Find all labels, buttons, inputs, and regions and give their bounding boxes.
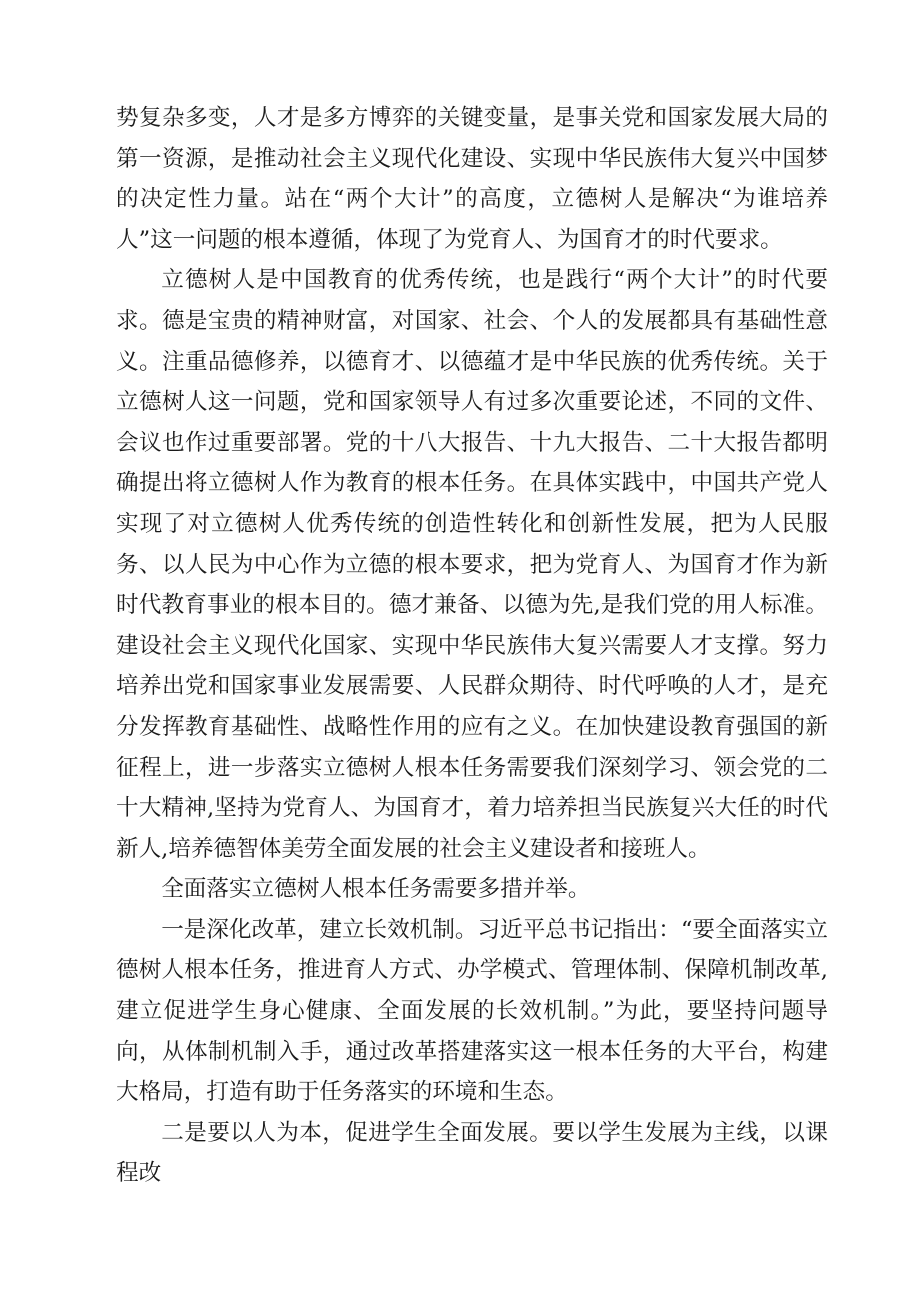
paragraph-4: 一是深化改革，建立长效机制。习近平总书记指出：“要全面落实立德树人根本任务，推进育人方式、办学模式、管理体制、保障机制改革,建立促进学生身心健康、全面发展的长效机制。”为此，要坚持问题导向，从体制机制入手，通过改革搭建落实这一根本任务的大平台，构建大格局，打造有助于任务落实的环境和生态。 <box>116 916 828 1106</box>
paragraph-2: 立德树人是中国教育的优秀传统，也是践行“两个大计”的时代要求。德是宝贵的精神财富，对国家、社会、个人的发展都具有基础性意义。注重品德修养，以德育才、以德蕴才是中华民族的优秀传统。关于立德树人这一问题，党和国家领导人有过多次重要论述，不同的文件、会议也作过重要部署。党的十八大报告、十九大报告、二十大报告都明确提出将立德树人作为教育的根本任务。在具体实践中，中国共产党人实现了对立德树人优秀传统的创造性转化和创新性发展，把为人民服务、以人民为中心作为立德的根本要求，把为党育人、为国育才作为新时代教育事业的根本目的。德才兼备、以德为先,是我们党的用人标准。建设社会主义现代化国家、实现中华民族伟大复兴需要人才支撑。努力培养出党和国家事业发展需要、人民群众期待、时代呼唤的人才，是充分发挥教育基础性、战略性作用的应有之义。在加快建设教育强国的新征程上，进一步落实立德树人根本任务需要我们深刻学习、领会党的二十大精神,坚持为党育人、为国育才，着力培养担当民族复兴大任的时代新人,培养德智体美劳全面发展的社会主义建设者和接班人。 <box>116 267 828 862</box>
paragraph-3: 全面落实立德树人根本任务需要多措并举。 <box>161 876 591 903</box>
document-body <box>116 98 828 1194</box>
paragraph-1: 势复杂多变，人才是多方博弈的关键变量，是事关党和国家发展大局的第一资源，是推动社会主义现代化建设、实现中华民族伟大复兴中国梦的决定性力量。站在“两个大计”的高度，立德树人是解决“为谁培养人”这一问题的根本遵循，体现了为党育人、为国育才的时代要求。 <box>116 105 828 253</box>
paragraph-5: 二是要以人为本，促进学生全面发展。要以学生发展为主线，以课程改 <box>116 1119 828 1187</box>
